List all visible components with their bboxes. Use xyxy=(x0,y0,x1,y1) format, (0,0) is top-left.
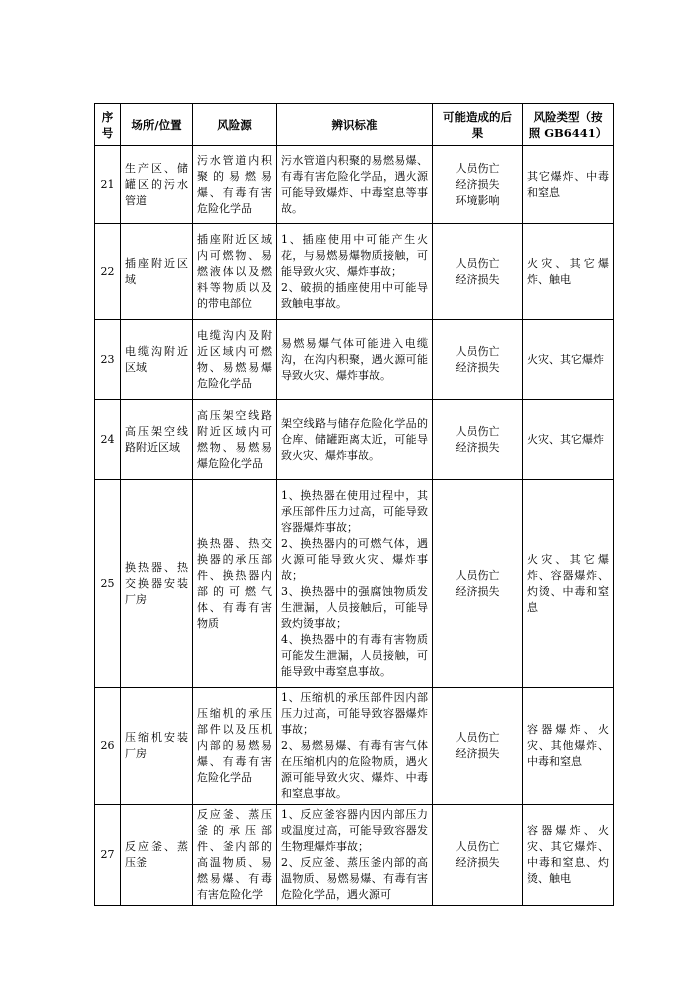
table-row xyxy=(95,400,614,480)
row-location: 高压架空线路附近区域 xyxy=(121,400,193,480)
row-consequence: 人员伤亡 经济损失 环境影响 xyxy=(433,146,523,224)
row-criteria: 架空线路与储存危险化学品的仓库、储罐距离太近，可能导致火灾、爆炸事故。 xyxy=(277,400,433,480)
row-criteria: 1、换热器在使用过程中，其承压部件压力过高，可能导致容器爆炸事故； 2、换热器内的可燃气体，遇火源可能导致火灾、爆炸事故； 3、换热器中的强腐蚀物质发生泄漏，人员接触后，可能导致灼烫事故； 4、换热器中的有毒有害物质可能发生泄漏，人员接触，可能导致中毒窒息事故。 xyxy=(277,480,433,688)
row-criteria: 1、插座使用中可能产生火花，与易燃易爆物质接触，可能导致火灾、爆炸事故； 2、破损的插座使用中可能导致触电事故。 xyxy=(277,224,433,320)
row-source: 压缩机的承压部件以及压机内部的易燃易爆、有毒有害危险化学品 xyxy=(193,688,277,805)
header-criteria: 辨识标准 xyxy=(277,104,433,146)
row-type: 火灾、其它爆炸、容器爆炸、灼烫、中毒和窒息 xyxy=(523,480,614,688)
row-no: 22 xyxy=(95,224,121,320)
row-no: 24 xyxy=(95,400,121,480)
header-row xyxy=(95,104,614,146)
row-source: 高压架空线路附近区域内可燃物、易燃易爆危险化学品 xyxy=(193,400,277,480)
row-criteria: 污水管道内积聚的易燃易爆、有毒有害危险化学品，遇火源可能导致爆炸、中毒窒息等事故。 xyxy=(277,146,433,224)
row-no: 27 xyxy=(95,805,121,906)
table-row xyxy=(95,688,614,805)
row-no: 26 xyxy=(95,688,121,805)
row-type: 容器爆炸、火灾、其他爆炸、中毒和窒息 xyxy=(523,688,614,805)
table-row xyxy=(95,805,614,906)
row-consequence: 人员伤亡 经济损失 xyxy=(433,320,523,400)
header-consequence: 可能造成的后 果 xyxy=(433,104,523,146)
row-type: 容器爆炸、火灾、其它爆炸、中毒和窒息、灼烫、触电 xyxy=(523,805,614,906)
row-no: 25 xyxy=(95,480,121,688)
row-location: 插座附近区域 xyxy=(121,224,193,320)
row-no: 21 xyxy=(95,146,121,224)
row-consequence: 人员伤亡 经济损失 xyxy=(433,688,523,805)
row-type: 火灾、其它爆炸 xyxy=(523,400,614,480)
row-type: 其它爆炸、中毒和窒息 xyxy=(523,146,614,224)
row-no: 23 xyxy=(95,320,121,400)
row-source: 污水管道内积聚的易燃易爆、有毒有害危险化学品 xyxy=(193,146,277,224)
row-criteria: 1、反应釜容器内因内部压力或温度过高，可能导致容器发生物理爆炸事故； 2、反应釜、蒸压釜内部的高温物质、易燃易爆、有毒有害危险化学品，遇火源可 xyxy=(277,805,433,906)
header-location: 场所/位置 xyxy=(121,104,193,146)
row-location: 电缆沟附近区域 xyxy=(121,320,193,400)
row-source: 电缆沟内及附近区域内可燃物、易燃易爆危险化学品 xyxy=(193,320,277,400)
row-type: 火灾、其它爆炸、触电 xyxy=(523,224,614,320)
header-no: 序 号 xyxy=(95,104,121,146)
row-source: 反应釜、蒸压釜的承压部件、釜内部的高温物质、易燃易爆、有毒有害危险化学 xyxy=(193,805,277,906)
row-location: 换热器、热交换器安装厂房 xyxy=(121,480,193,688)
row-consequence: 人员伤亡 经济损失 xyxy=(433,224,523,320)
table-row xyxy=(95,320,614,400)
row-source: 换热器、热交换器的承压部件、换热器内部的可燃气体、有毒有害物质 xyxy=(193,480,277,688)
row-source: 插座附近区域内可燃物、易燃液体以及燃料等物质以及的带电部位 xyxy=(193,224,277,320)
row-consequence: 人员伤亡 经济损失 xyxy=(433,480,523,688)
row-criteria: 1、压缩机的承压部件因内部压力过高，可能导致容器爆炸事故； 2、易燃易爆、有毒有害气体在压缩机内的危险物质，遇火源可能导致火灾、爆炸、中毒和窒息事故。 xyxy=(277,688,433,805)
table-row xyxy=(95,480,614,688)
table-row xyxy=(95,224,614,320)
row-criteria: 易燃易爆气体可能进入电缆沟，在沟内积聚，遇火源可能导致火灾、爆炸事故。 xyxy=(277,320,433,400)
header-type: 风险类型（按 照 GB6441） xyxy=(523,104,614,146)
row-type: 火灾、其它爆炸 xyxy=(523,320,614,400)
table-row xyxy=(95,146,614,224)
risk-table xyxy=(94,103,614,906)
row-consequence: 人员伤亡 经济损失 xyxy=(433,805,523,906)
row-location: 生产区、储罐区的污水管道 xyxy=(121,146,193,224)
row-consequence: 人员伤亡 经济损失 xyxy=(433,400,523,480)
row-location: 压缩机安装厂房 xyxy=(121,688,193,805)
header-source: 风险源 xyxy=(193,104,277,146)
row-location: 反应釜、蒸压釜 xyxy=(121,805,193,906)
